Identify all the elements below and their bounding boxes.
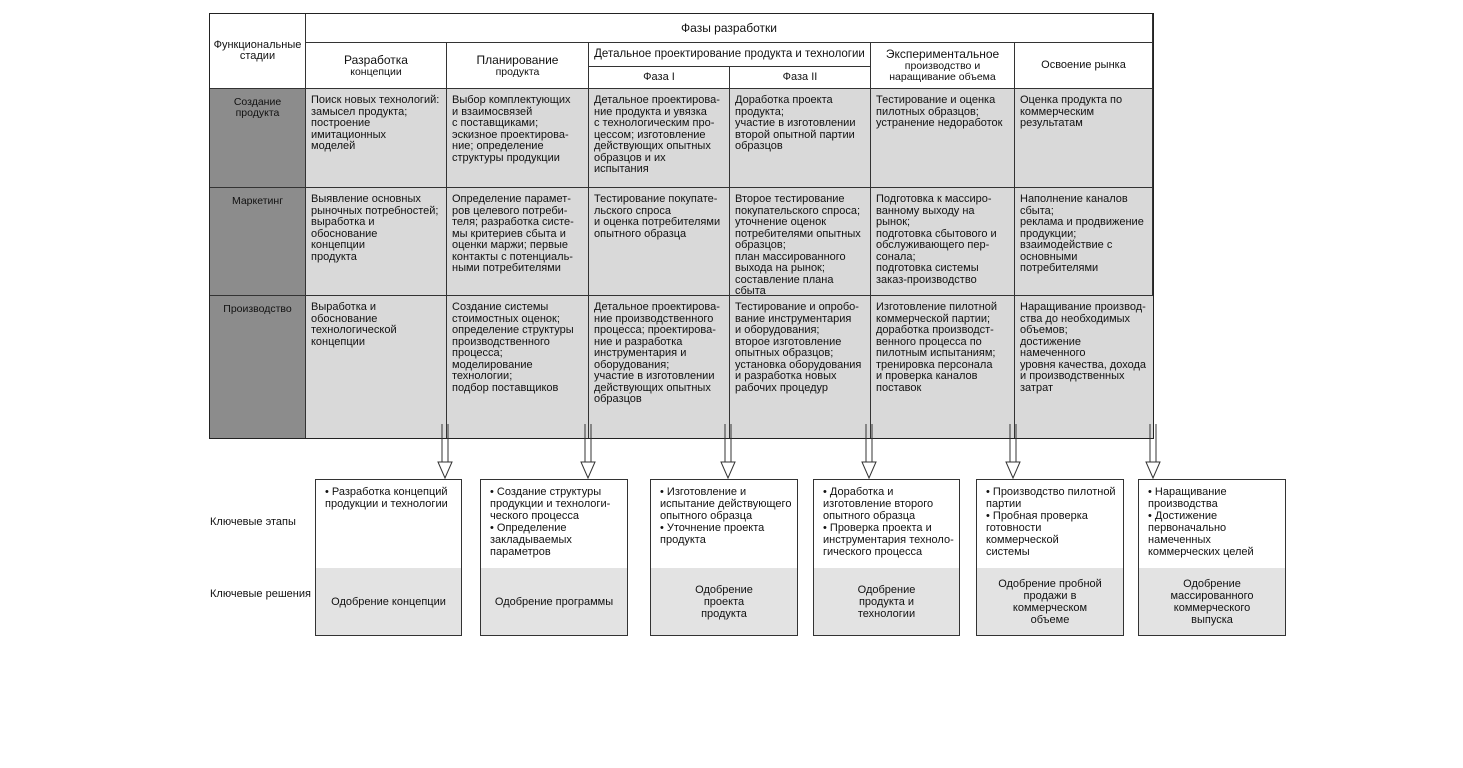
row-label-product: Создание продукта: [210, 89, 306, 188]
milestone-box-3: [650, 479, 798, 636]
milestone-4-decision: Одобрение продукта и технологии: [814, 568, 959, 635]
cell-marketing-concept: Выявление основных рыночных потребностей; выработка и обоснование концепции продукта: [306, 188, 447, 296]
row-label-marketing: Маркетинг: [210, 188, 306, 296]
cell-production-concept: Выработка и обоснование технологической концепции: [306, 296, 447, 438]
col-header-detailed: Детальное проектирование продукта и технологии: [589, 43, 871, 67]
cell-product-planning: Выбор комплектующих и взаимосвязей с поставщиками; эскизное проектирова- ние; определение структуры продукции: [447, 89, 589, 188]
milestone-box-1: [315, 479, 462, 636]
col-header-planning-sub: продукта: [495, 65, 540, 78]
milestone-6-stages: • Наращивание производства • Достижение первоначально намеченных коммерческих целей: [1139, 480, 1285, 577]
row-label-production: Производство: [210, 296, 306, 438]
milestone-3-stages: • Изготовление и испытание действующего опытного образца • Уточнение проекта продукта: [651, 480, 797, 577]
cell-marketing-experimental: Подготовка к массиро- ванному выходу на рынок; подготовка сбытового и обслуживающего пер- сонала; подготовка системы заказ-производство: [871, 188, 1015, 296]
milestone-box-6: [1138, 479, 1286, 636]
milestone-box-2: [480, 479, 628, 636]
arrow-6: [1146, 424, 1160, 478]
label-key-decisions: Ключевые решения: [210, 588, 311, 600]
arrow-4: [862, 424, 876, 478]
milestone-2-stages: • Создание структуры продукции и технологи- ческого процесса • Определение закладываемых параметров: [481, 480, 627, 577]
cell-marketing-market: Наполнение каналов сбыта; реклама и продвижение продукции; взаимодействие с основными потребителями: [1015, 188, 1153, 296]
milestone-2-decision: Одобрение программы: [481, 568, 627, 635]
cell-product-market: Оценка продукта по коммерческим результатам: [1015, 89, 1153, 188]
cell-production-phase1: Детальное проектирова- ние производственного процесса; проектирова- ние и разработка инструментария и оборудования; участие в изготовлении действующих опытных образцов: [589, 296, 730, 438]
phases-title: Фазы разработки: [306, 14, 1153, 43]
col-header-concept-title: Разработка: [344, 52, 408, 67]
milestone-5-decision: Одобрение пробной продажи в коммерческом объеме: [977, 568, 1123, 635]
cell-product-phase2: Доработка проекта продукта; участие в изготовлении второй опытной партии образцов: [730, 89, 871, 188]
col-header-concept-sub: концепции: [350, 65, 402, 78]
func-stages-header: Функциональные стадии: [210, 14, 306, 89]
cell-marketing-planning: Определение парамет- ров целевого потреби- теля; разработка систе- мы критериев сбыта и оценки маржи; первые контакты с потенциаль- ными потребителями: [447, 188, 589, 296]
arrow-3: [721, 424, 735, 478]
arrow-5: [1006, 424, 1020, 478]
col-header-experimental-sub: производство и наращивание объема: [889, 60, 996, 83]
milestone-3-decision: Одобрение проекта продукта: [651, 568, 797, 635]
milestone-1-stages: • Разработка концепций продукции и технологии: [316, 480, 461, 577]
milestone-box-5: [976, 479, 1124, 636]
cell-production-market: Наращивание производ- ства до необходимых объемов; достижение намеченного уровня качества, дохода и производственных затрат: [1015, 296, 1153, 438]
cell-product-phase1: Детальное проектирова- ние продукта и увязка с технологическим про- цессом; изготовление действующих опытных образцов и их испытания: [589, 89, 730, 188]
milestone-5-stages: • Производство пилотной партии • Пробная проверка готовности коммерческой системы: [977, 480, 1123, 577]
milestone-1-decision: Одобрение концепции: [316, 568, 461, 635]
col-header-phase-1: Фаза I: [589, 67, 730, 89]
arrow-1: [438, 424, 452, 478]
cell-product-concept: Поиск новых технологий: замысел продукта; построение имитационных моделей: [306, 89, 447, 188]
cell-production-phase2: Тестирование и опробо- вание инструментария и оборудования; второе изготовление опытных образцов; установка оборудования и разработка новых рабочих процедур: [730, 296, 871, 438]
col-header-phase-2: Фаза II: [730, 67, 871, 89]
cell-production-planning: Создание системы стоимостных оценок; определение структуры производственного процесса; моделирование технологии; подбор поставщиков: [447, 296, 589, 438]
milestone-box-4: [813, 479, 960, 636]
milestone-6-decision: Одобрение массированного коммерческого выпуска: [1139, 568, 1285, 635]
cell-marketing-phase2: Второе тестирование покупательского спроса; уточнение оценок потребителями опытных образцов; план массированного выхода на рынок; составление плана сбыта: [730, 188, 871, 296]
milestone-4-stages: • Доработка и изготовление второго опытного образца • Проверка проекта и инструментария техноло- гического процесса: [814, 480, 959, 577]
col-header-market: Освоение рынка: [1015, 43, 1153, 89]
col-header-experimental-title: Экспериментальное: [885, 47, 1000, 61]
cell-product-experimental: Тестирование и оценка пилотных образцов; устранение недоработок: [871, 89, 1015, 188]
cell-production-experimental: Изготовление пилотной коммерческой партии; доработка производст- венного процесса по пилотным испытаниям; тренировка персонала и проверка каналов поставок: [871, 296, 1015, 438]
col-header-planning-title: Планирование: [476, 52, 559, 67]
cell-marketing-phase1: Тестирование покупате- льского спроса и оценка потребителями опытного образца: [589, 188, 730, 296]
label-key-stages: Ключевые этапы: [210, 516, 296, 528]
arrow-2: [581, 424, 595, 478]
